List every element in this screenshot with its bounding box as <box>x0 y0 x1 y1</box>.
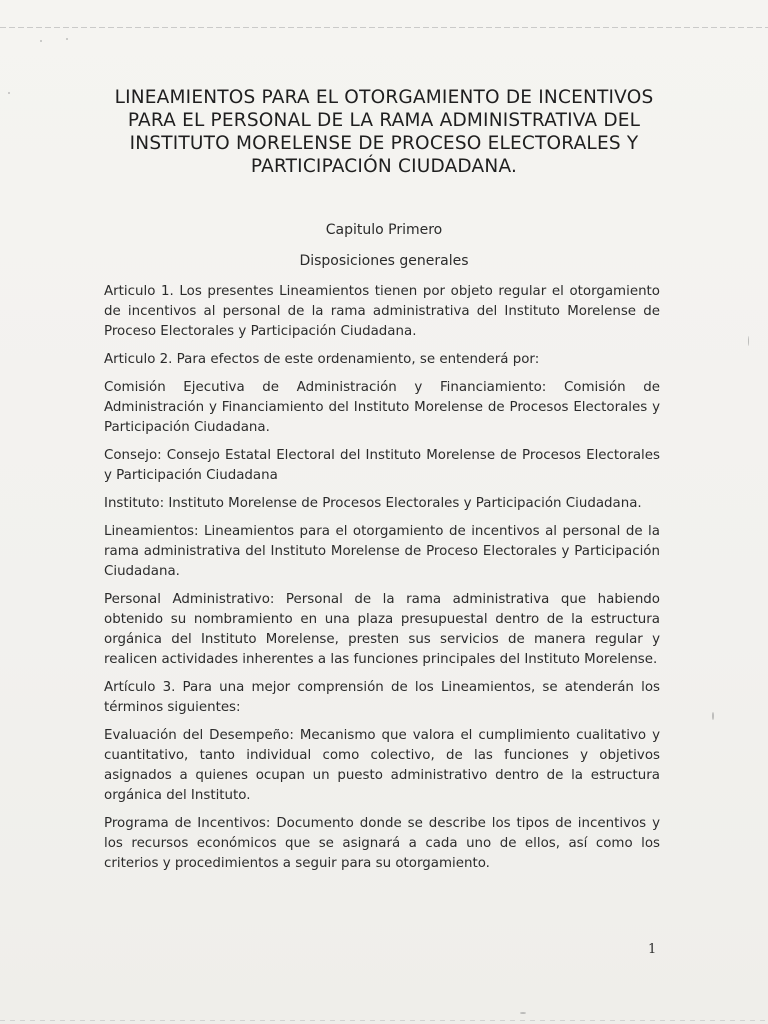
scan-edge-top <box>0 27 768 28</box>
document-title <box>100 86 668 178</box>
title-line-1: LINEAMIENTOS PARA EL OTORGAMIENTO DE INCENTIVOS <box>114 87 654 108</box>
paragraph-programa: Programa de Incentivos: Documento donde se describe los tipos de incentivos y los recursos económicos que se asignará a cada uno de ellos, así como los criterios y procedimientos a seguir para su otorgamiento. <box>104 816 660 871</box>
section-heading: Disposiciones generales <box>299 253 469 269</box>
paragraph-consejo: Consejo: Consejo Estatal Electoral del Instituto Morelense de Procesos Electorales y Participación Ciudadana <box>104 448 660 483</box>
paragraph-comision: Comisión Ejecutiva de Administración y Financiamiento: Comisión de Administración y Financiamiento del Instituto Morelense de Procesos Electorales y Participación Ciudadana. <box>104 380 660 435</box>
title-line-3: INSTITUTO MORELENSE DE PROCESO ELECTORALES Y <box>129 133 639 154</box>
chapter-heading: Capitulo Primero <box>325 222 443 238</box>
scan-speck <box>748 336 749 346</box>
paragraph-evaluacion: Evaluación del Desempeño: Mecanismo que valora el cumplimiento cualitativo y cuantitativo, tanto individual como colectivo, de las funciones y objetivos asignados a quienes ocupan un puesto administrativo dentro de la estructura orgánica del Instituto. <box>104 728 660 803</box>
paragraph-personal-administrativo: Personal Administrativo: Personal de la rama administrativa que habiendo obtenido su nombramiento en una plaza presupuestal dentro de la estructura orgánica del Instituto Morelense, presten sus servicios de manera regular y realicen actividades inherentes a las funciones principales del Instituto Morelense. <box>104 592 660 667</box>
title-line-4: PARTICIPACIÓN CIUDADANA. <box>250 156 518 177</box>
scan-speck <box>712 712 714 720</box>
title-line-2: PARA EL PERSONAL DE LA RAMA ADMINISTRATIVA DEL <box>127 110 641 131</box>
scan-speck <box>66 38 68 40</box>
paragraph-articulo-3: Artículo 3. Para una mejor comprensión de los Lineamientos, se atenderán los términos siguientes: <box>104 680 660 715</box>
paragraph-articulo-1: Articulo 1. Los presentes Lineamientos tienen por objeto regular el otorgamiento de incentivos al personal de la rama administrativa del Instituto Morelense de Proceso Electorales y Participación Ciudadana. <box>104 284 660 339</box>
document-body <box>104 282 660 882</box>
page-number: 1 <box>648 942 657 957</box>
paragraph-instituto: Instituto: Instituto Morelense de Procesos Electorales y Participación Ciudadana. <box>104 496 642 511</box>
scan-speck <box>520 1012 526 1014</box>
paragraph-articulo-2: Articulo 2. Para efectos de este ordenamiento, se entenderá por: <box>104 352 540 367</box>
paragraph-lineamientos: Lineamientos: Lineamientos para el otorgamiento de incentivos al personal de la rama administrativa del Instituto Morelense de Proceso Electorales y Participación Ciudadana. <box>104 524 660 579</box>
scan-speck <box>8 92 10 94</box>
scan-speck <box>40 40 42 42</box>
scan-edge-bottom <box>0 1020 768 1021</box>
